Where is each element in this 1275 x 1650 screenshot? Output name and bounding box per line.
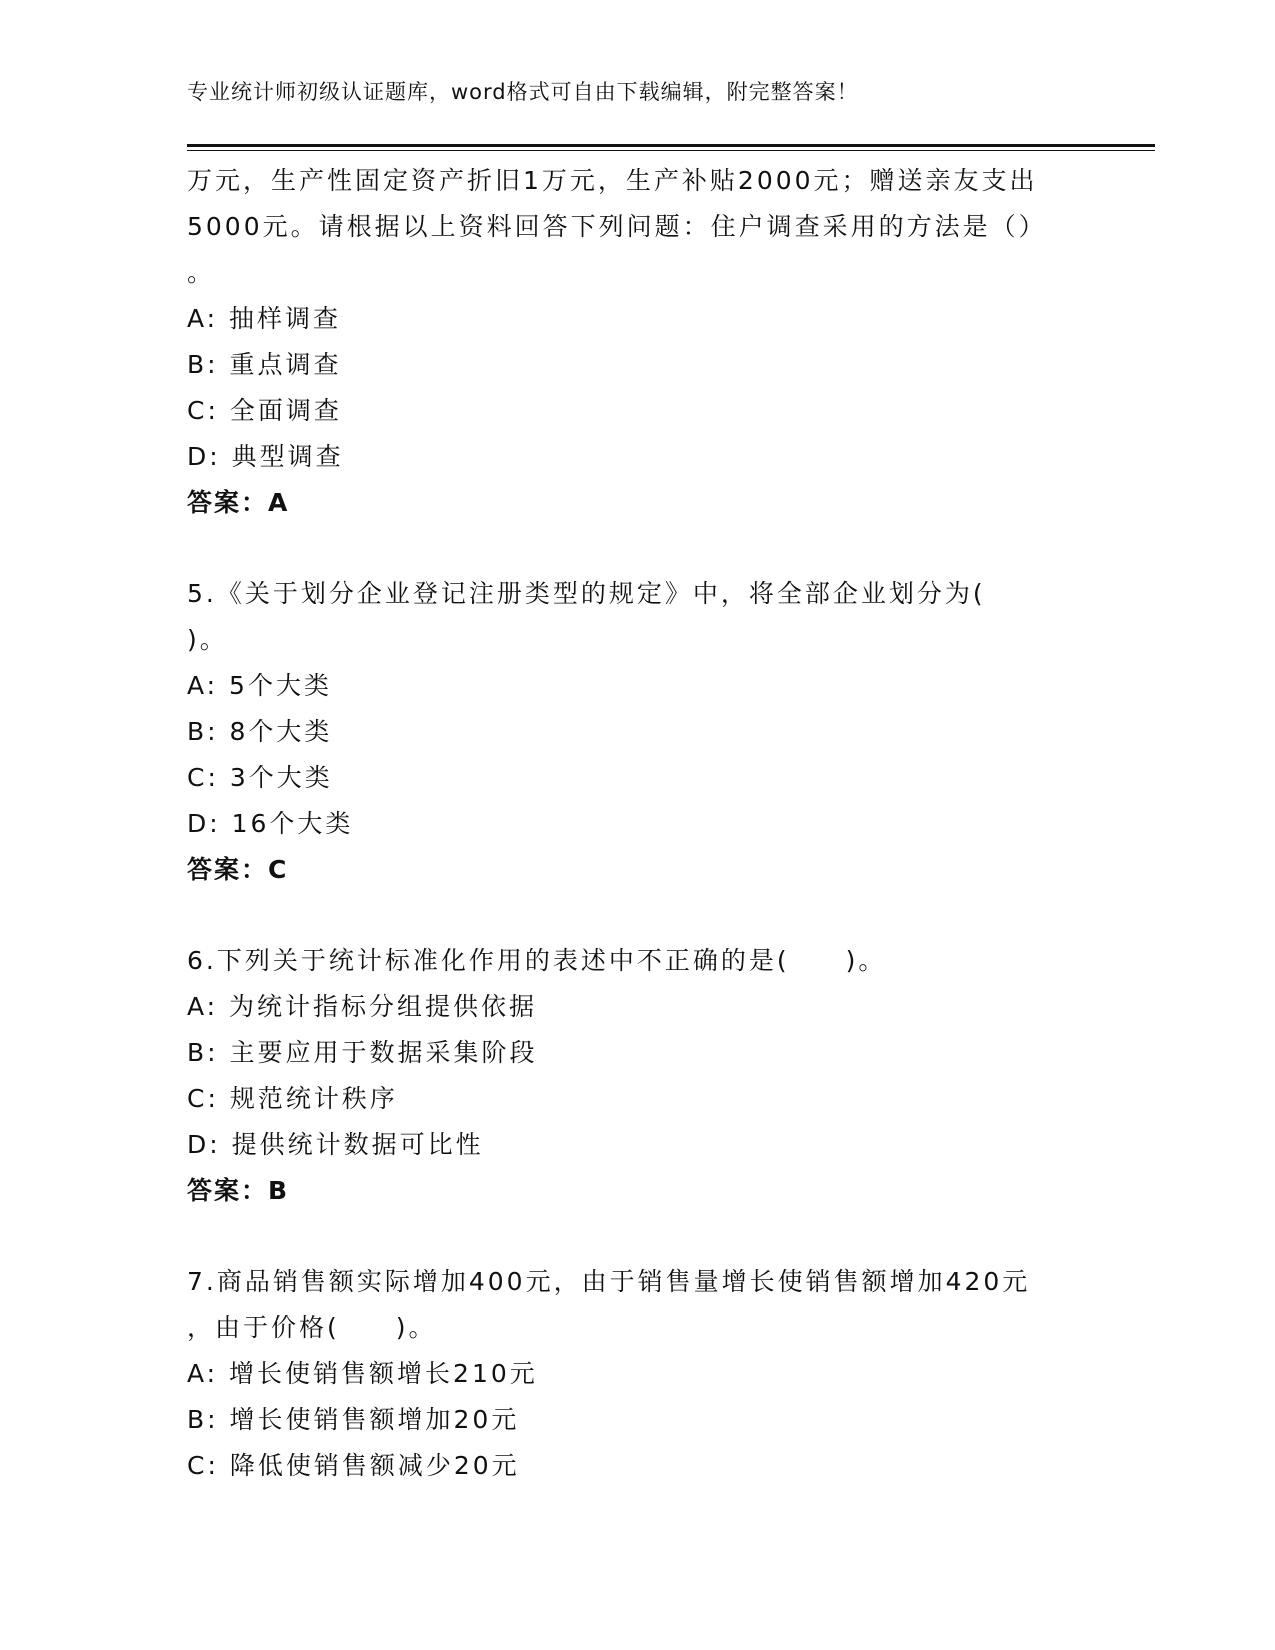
- option-a: A: 5个大类: [187, 671, 332, 700]
- option-a: A: 增长使销售额增长210元: [187, 1359, 538, 1388]
- option-c: C: 3个大类: [187, 763, 333, 792]
- option-c: C: 规范统计秩序: [187, 1084, 398, 1113]
- header-rule-thin: [187, 150, 1155, 151]
- question-stem-line: )。: [187, 625, 228, 654]
- option-d: D: 提供统计数据可比性: [187, 1130, 484, 1159]
- answer-line: 答案：A: [187, 488, 290, 517]
- question-block: [187, 1259, 1087, 1489]
- option-b: B: 增长使销售额增加20元: [187, 1405, 520, 1434]
- question-stem-line: 。: [187, 258, 216, 287]
- question-stem-line: 万元，生产性固定资产折旧1万元，生产补贴2000元；赠送亲友支出: [187, 166, 1038, 195]
- header-rule-thick: [187, 144, 1155, 147]
- answer-line: 答案：B: [187, 1176, 290, 1205]
- question-stem-line: 5.《关于划分企业登记注册类型的规定》中，将全部企业划分为(: [187, 579, 986, 608]
- page-header: 专业统计师初级认证题库，word格式可自由下载编辑，附完整答案！: [187, 80, 859, 104]
- option-c: C: 全面调查: [187, 396, 342, 425]
- option-a: A: 抽样调查: [187, 304, 342, 333]
- question-stem-line: 7.商品销售额实际增加400元，由于销售量增长使销售额增加420元: [187, 1267, 1031, 1296]
- option-d: D: 典型调查: [187, 442, 344, 471]
- question-block: [187, 158, 1087, 526]
- question-list: [187, 158, 1087, 1489]
- option-d: D: 16个大类: [187, 809, 354, 838]
- question-stem-line: 6.下列关于统计标准化作用的表述中不正确的是( )。: [187, 946, 887, 975]
- question-stem-line: ，由于价格( )。: [187, 1313, 437, 1342]
- option-a: A: 为统计指标分组提供依据: [187, 992, 538, 1021]
- option-b: B: 重点调查: [187, 350, 342, 379]
- option-c: C: 降低使销售额减少20元: [187, 1451, 520, 1480]
- option-b: B: 8个大类: [187, 717, 333, 746]
- question-stem-line: 5000元。请根据以上资料回答下列问题：住户调查采用的方法是（）: [187, 212, 1047, 241]
- answer-line: 答案：C: [187, 855, 289, 884]
- question-block: [187, 938, 1087, 1214]
- question-block: [187, 571, 1087, 893]
- option-b: B: 主要应用于数据采集阶段: [187, 1038, 538, 1067]
